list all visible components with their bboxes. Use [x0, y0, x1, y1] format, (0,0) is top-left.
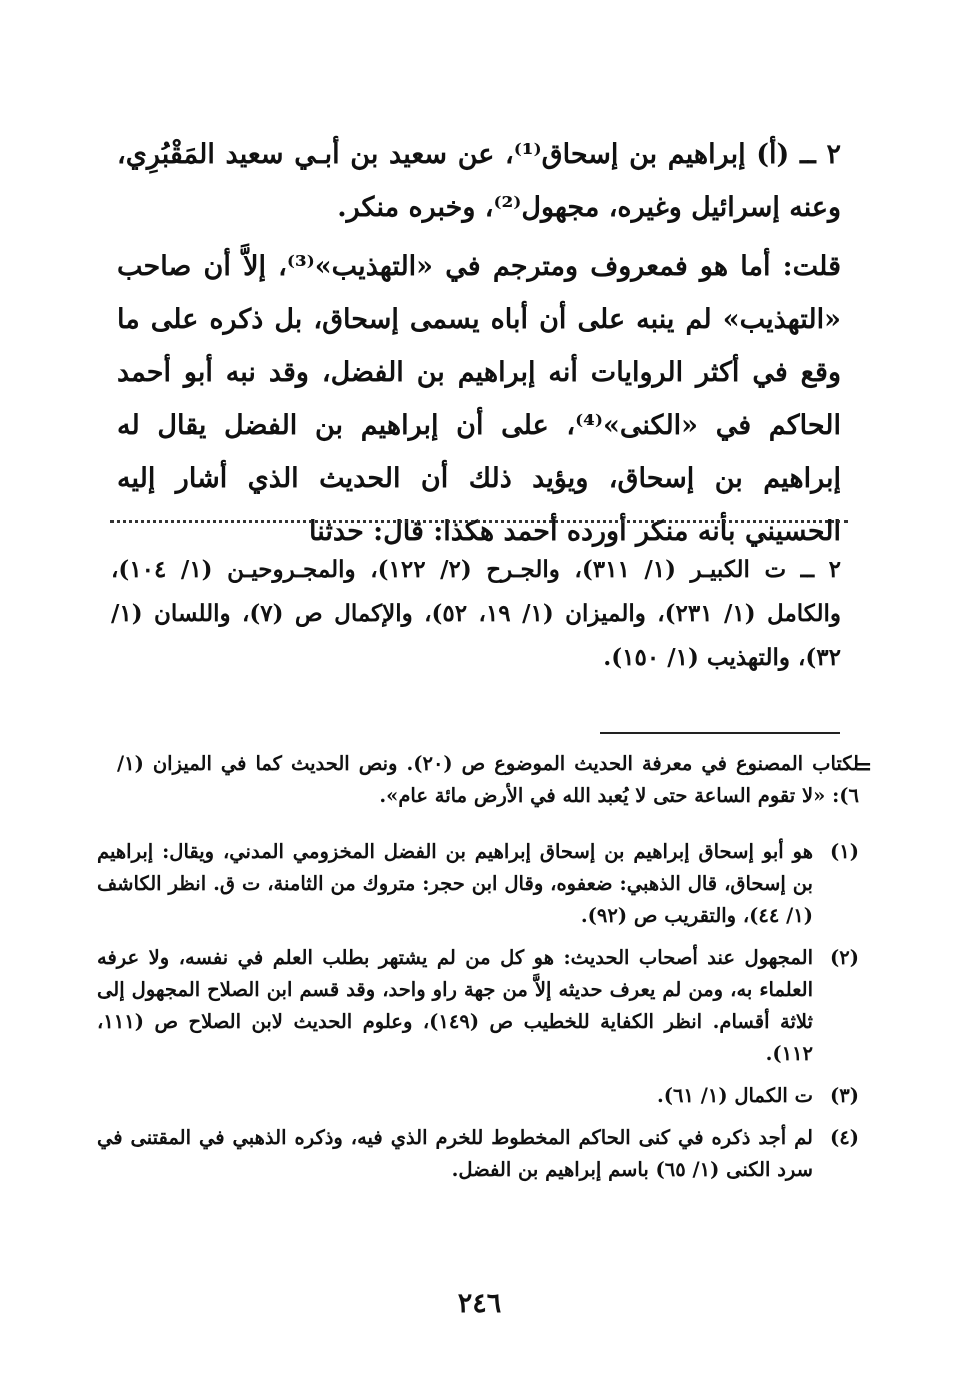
footnote-number: (٤) [830, 1126, 859, 1149]
footnote-number: (٢) [830, 946, 859, 969]
footnote-number: (٣) [830, 1084, 859, 1107]
footnote-item [97, 1080, 859, 1112]
footnote-item [97, 1122, 859, 1186]
footnote-number: (١) [830, 840, 859, 863]
footnote-list [97, 836, 859, 1196]
main-text [117, 128, 841, 558]
comment-paragraph: قلت: أما هو فمعروف ومترجم في «التهذيب»⁽³⁾، إلاَّ أن صاحب «التهذيب» لم ينبه على أن أباه يسمى إسحاق، بل ذكره على ما وقع في أكثر الروايات أنه إبراهيم بن الفضل، وقد نبه أبو أحمد الحاكم في «الكنى»⁽⁴⁾، على أن إبراهيم بن الفضل يقال له إبراهيم بن إسحاق، ويؤيد ذلك أن الحديث الذي أشار إليه الحسيني بأنه منكر أورده أحمد هكذا: قال: حدثنا [117, 251, 842, 547]
footnote-continuation: لكتاب المصنوع في معرفة الحديث الموضوع ص (٢٠). ونص الحديث كما في الميزان (١/ ٦): «لا تقوم الساعة حتى لا يُعبد الله في الأرض مائة عام». [117, 752, 859, 807]
dotted-separator [110, 520, 848, 523]
footnote-item [97, 942, 859, 1070]
footnote-rule [600, 732, 840, 734]
footnote-item [97, 836, 859, 932]
footnote-text: ت الكمال (١/ ٦١). [656, 1084, 813, 1107]
references-block: ٢ ــ ت الكبيـر (١/ ٣١١)، والجـرح (٢/ ١٢٢)، والمجـروحيـن (١/ ١٠٤)، والكامل (١/ ٢٣١)، والميزان (١/ ١٩، ٥٢)، والإكمال ص (٧)، واللسان (١/ ٣٢)، والتهذيب (١/ ١٥٠). [111, 556, 841, 671]
page-number: ٢٤٦ [457, 1288, 502, 1319]
footnote-text: المجهول عند أصحاب الحديث: هو كل من لم يشتهر بطلب العلم في نفسه، ولا عرفه العلماء به، ومن لم يعرف حديثه إلاَّ من جهة راو واحد، وقد قسم ابن الصلاح المجهول إلى ثلاثة أقسام. انظر الكفاية للخطيب ص (١٤٩)، وعلوم الحديث لابن الصلاح ص (١١١، ١١٢). [97, 946, 813, 1065]
footnote-text: لم أجد ذكره في كنى الحاكم المخطوط للخرم الذي فيه، وذكره الذهبي في المقتنى في سرد الكنى (١/ ٦٥) باسم إبراهيم بن الفضل. [97, 1126, 813, 1181]
entry-paragraph: ٢ ــ (أ) إبراهيم بن إسحاق⁽¹⁾، عن سعيد بن أبـي سعيد المَقْبُرِي، وعنه إسرائيل وغيره، مجهول⁽²⁾، وخبره منكر. [117, 139, 841, 223]
continuation-mark: = [854, 754, 873, 780]
footnote-text: هو أبو إسحاق إبراهيم بن إسحاق إبراهيم بن الفضل المخزومي المدني، ويقال: إبراهيم بن إسحاق، قال الذهبي: ضعفوه، وقال ابن حجر: متروك من الثامنة، ت ق. انظر الكاشف (١/ ٤٤)، والتقريب ص (٩٢). [97, 840, 813, 927]
